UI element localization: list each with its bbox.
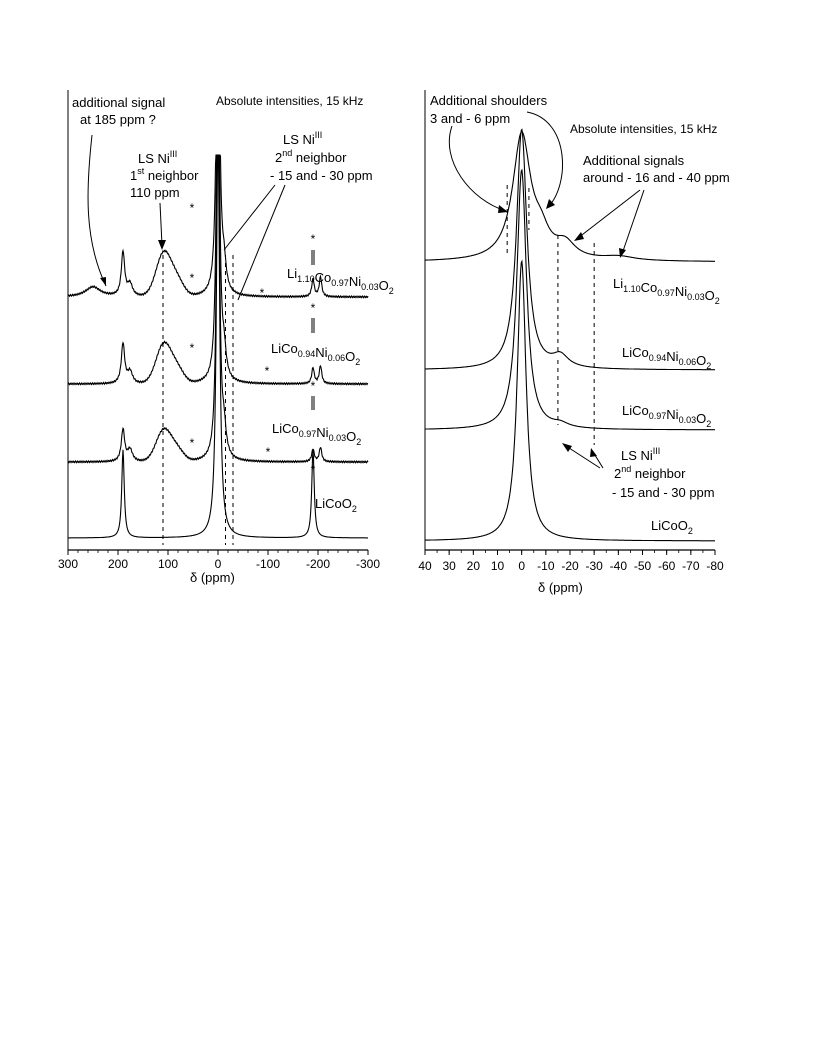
left-star-7: *: [310, 463, 316, 477]
right-tick-label-2: 20: [466, 559, 481, 573]
left-star-3: *: [189, 436, 195, 450]
left-star-1: *: [189, 271, 195, 285]
right-arrowhead-lsni2-b: [590, 448, 597, 457]
left-annot-additional-line1: additional signal: [72, 95, 166, 110]
left-tick-label-4: -100: [255, 557, 281, 571]
right-annot-signals-line1: Additional signals: [583, 153, 685, 168]
right-tick-label-10: -60: [657, 559, 676, 573]
right-series-label-0: LiCoO$_2$: [651, 518, 693, 536]
left-star-8: *: [259, 286, 265, 300]
left-x-label: δ (ppm): [190, 570, 235, 585]
right-arrow-shoulder-a: [449, 126, 506, 211]
left-star-2: *: [189, 341, 195, 355]
right-tick-label-8: -40: [609, 559, 628, 573]
left-arrow-lsni1: [160, 203, 162, 245]
right-tick-label-0: 40: [418, 559, 432, 573]
left-tick-label-0: 300: [57, 557, 79, 571]
right-tick-label-3: 10: [490, 559, 505, 573]
right-tick-label-6: -20: [561, 559, 579, 573]
left-series-label-2: $LiCo_{0.94}Ni_{0.06}O_2$: [271, 341, 361, 367]
right-annot-lsni2-line3: - 15 and - 30 ppm: [612, 485, 715, 500]
left-x-ticks: [58, 550, 380, 571]
right-tick-label-9: -50: [633, 559, 652, 573]
right-annot-signals-line2: around - 16 and - 40 ppm: [583, 170, 730, 185]
left-star-4: *: [310, 232, 316, 246]
left-annot-lsni1-line1: LS $Ni^{III}$: [138, 149, 178, 166]
right-spectrum-1: [425, 170, 715, 430]
left-pointer-lsni2-a: [224, 185, 275, 250]
right-series-label-3: $Li_{1.10}Co_{0.97}Ni_{0.03}O_2$: [613, 276, 720, 306]
left-tick-label-3: 0: [214, 557, 222, 571]
right-annot-shoulders-line1: Additional shoulders: [430, 93, 548, 108]
right-arrowhead-shoulder-a: [498, 205, 508, 213]
right-panel: [418, 90, 729, 595]
left-annot-lsni1-line3: 110 ppm: [130, 185, 180, 200]
left-dashed-lines: [163, 255, 233, 545]
left-tick-label-2: 100: [157, 557, 179, 571]
left-series-label-3: $Li_{1.10}Co_{0.97}Ni_{0.03}O_2$: [287, 266, 394, 296]
left-tick-label-1: 200: [107, 557, 129, 571]
left-spectrum-1: [68, 155, 368, 463]
right-arrow-shoulder-b: [527, 112, 563, 207]
right-arrow-signals-b: [622, 190, 644, 254]
left-annot-lsni2-line2: 2nd neighbor: [275, 148, 347, 165]
left-series-label-1: $LiCo_{0.97}Ni_{0.03}O_2$: [272, 421, 362, 447]
right-series-label-1: $LiCo_{0.97}Ni_{0.03}O_2$: [622, 403, 712, 429]
right-tick-label-4: 0: [518, 559, 526, 573]
left-arrowhead-additional: [100, 277, 106, 286]
right-arrowhead-signals-a: [574, 232, 584, 241]
right-arrow-signals-a: [578, 190, 640, 238]
left-star-10: *: [265, 445, 271, 459]
right-annot-lsni2-line1: LS $Ni^{III}$: [621, 446, 661, 463]
right-arrow-lsni2-a: [566, 446, 600, 468]
left-star-5: *: [310, 301, 316, 315]
right-series-label-2: $LiCo_{0.94}Ni_{0.06}O_2$: [622, 345, 712, 371]
left-annot-lsni1-line2: 1st neighbor: [130, 166, 199, 183]
left-star-9: *: [264, 364, 270, 378]
left-series-label-0: LiCoO$_2$: [315, 496, 357, 514]
right-tick-label-11: -70: [682, 559, 700, 573]
left-series-labels: [271, 266, 394, 514]
left-annot-lsni2-line1: LS $Ni^{III}$: [283, 130, 323, 147]
left-title: Absolute intensities, 15 kHz: [216, 94, 364, 108]
left-star-0: *: [189, 201, 195, 215]
left-arrow-additional: [88, 135, 106, 286]
right-tick-label-12: -80: [706, 559, 724, 573]
left-tick-label-5: -200: [305, 557, 331, 571]
left-tick-label-6: -300: [355, 557, 381, 571]
right-x-label: δ (ppm): [538, 580, 583, 595]
right-tick-label-7: -30: [585, 559, 603, 573]
right-tick-label-1: 30: [442, 559, 456, 573]
right-tick-label-5: -10: [537, 559, 555, 573]
left-arrowhead-lsni1: [158, 240, 166, 250]
left-annot-additional-line2: at 185 ppm ?: [80, 112, 156, 127]
right-dashed-lines: [507, 185, 594, 445]
right-annot-shoulders-line2: 3 and - 6 ppm: [430, 111, 511, 126]
left-annot-lsni2-line3: - 15 and - 30 ppm: [270, 168, 373, 183]
right-arrowhead-lsni2-a: [562, 443, 572, 452]
right-title: Absolute intensities, 15 kHz: [570, 122, 718, 136]
left-panel: [58, 90, 394, 585]
left-star-6: *: [310, 379, 316, 393]
right-spectrum-3: [425, 132, 715, 262]
right-x-ticks: [418, 550, 724, 573]
right-annot-lsni2-line2: 2nd neighbor: [614, 464, 686, 481]
